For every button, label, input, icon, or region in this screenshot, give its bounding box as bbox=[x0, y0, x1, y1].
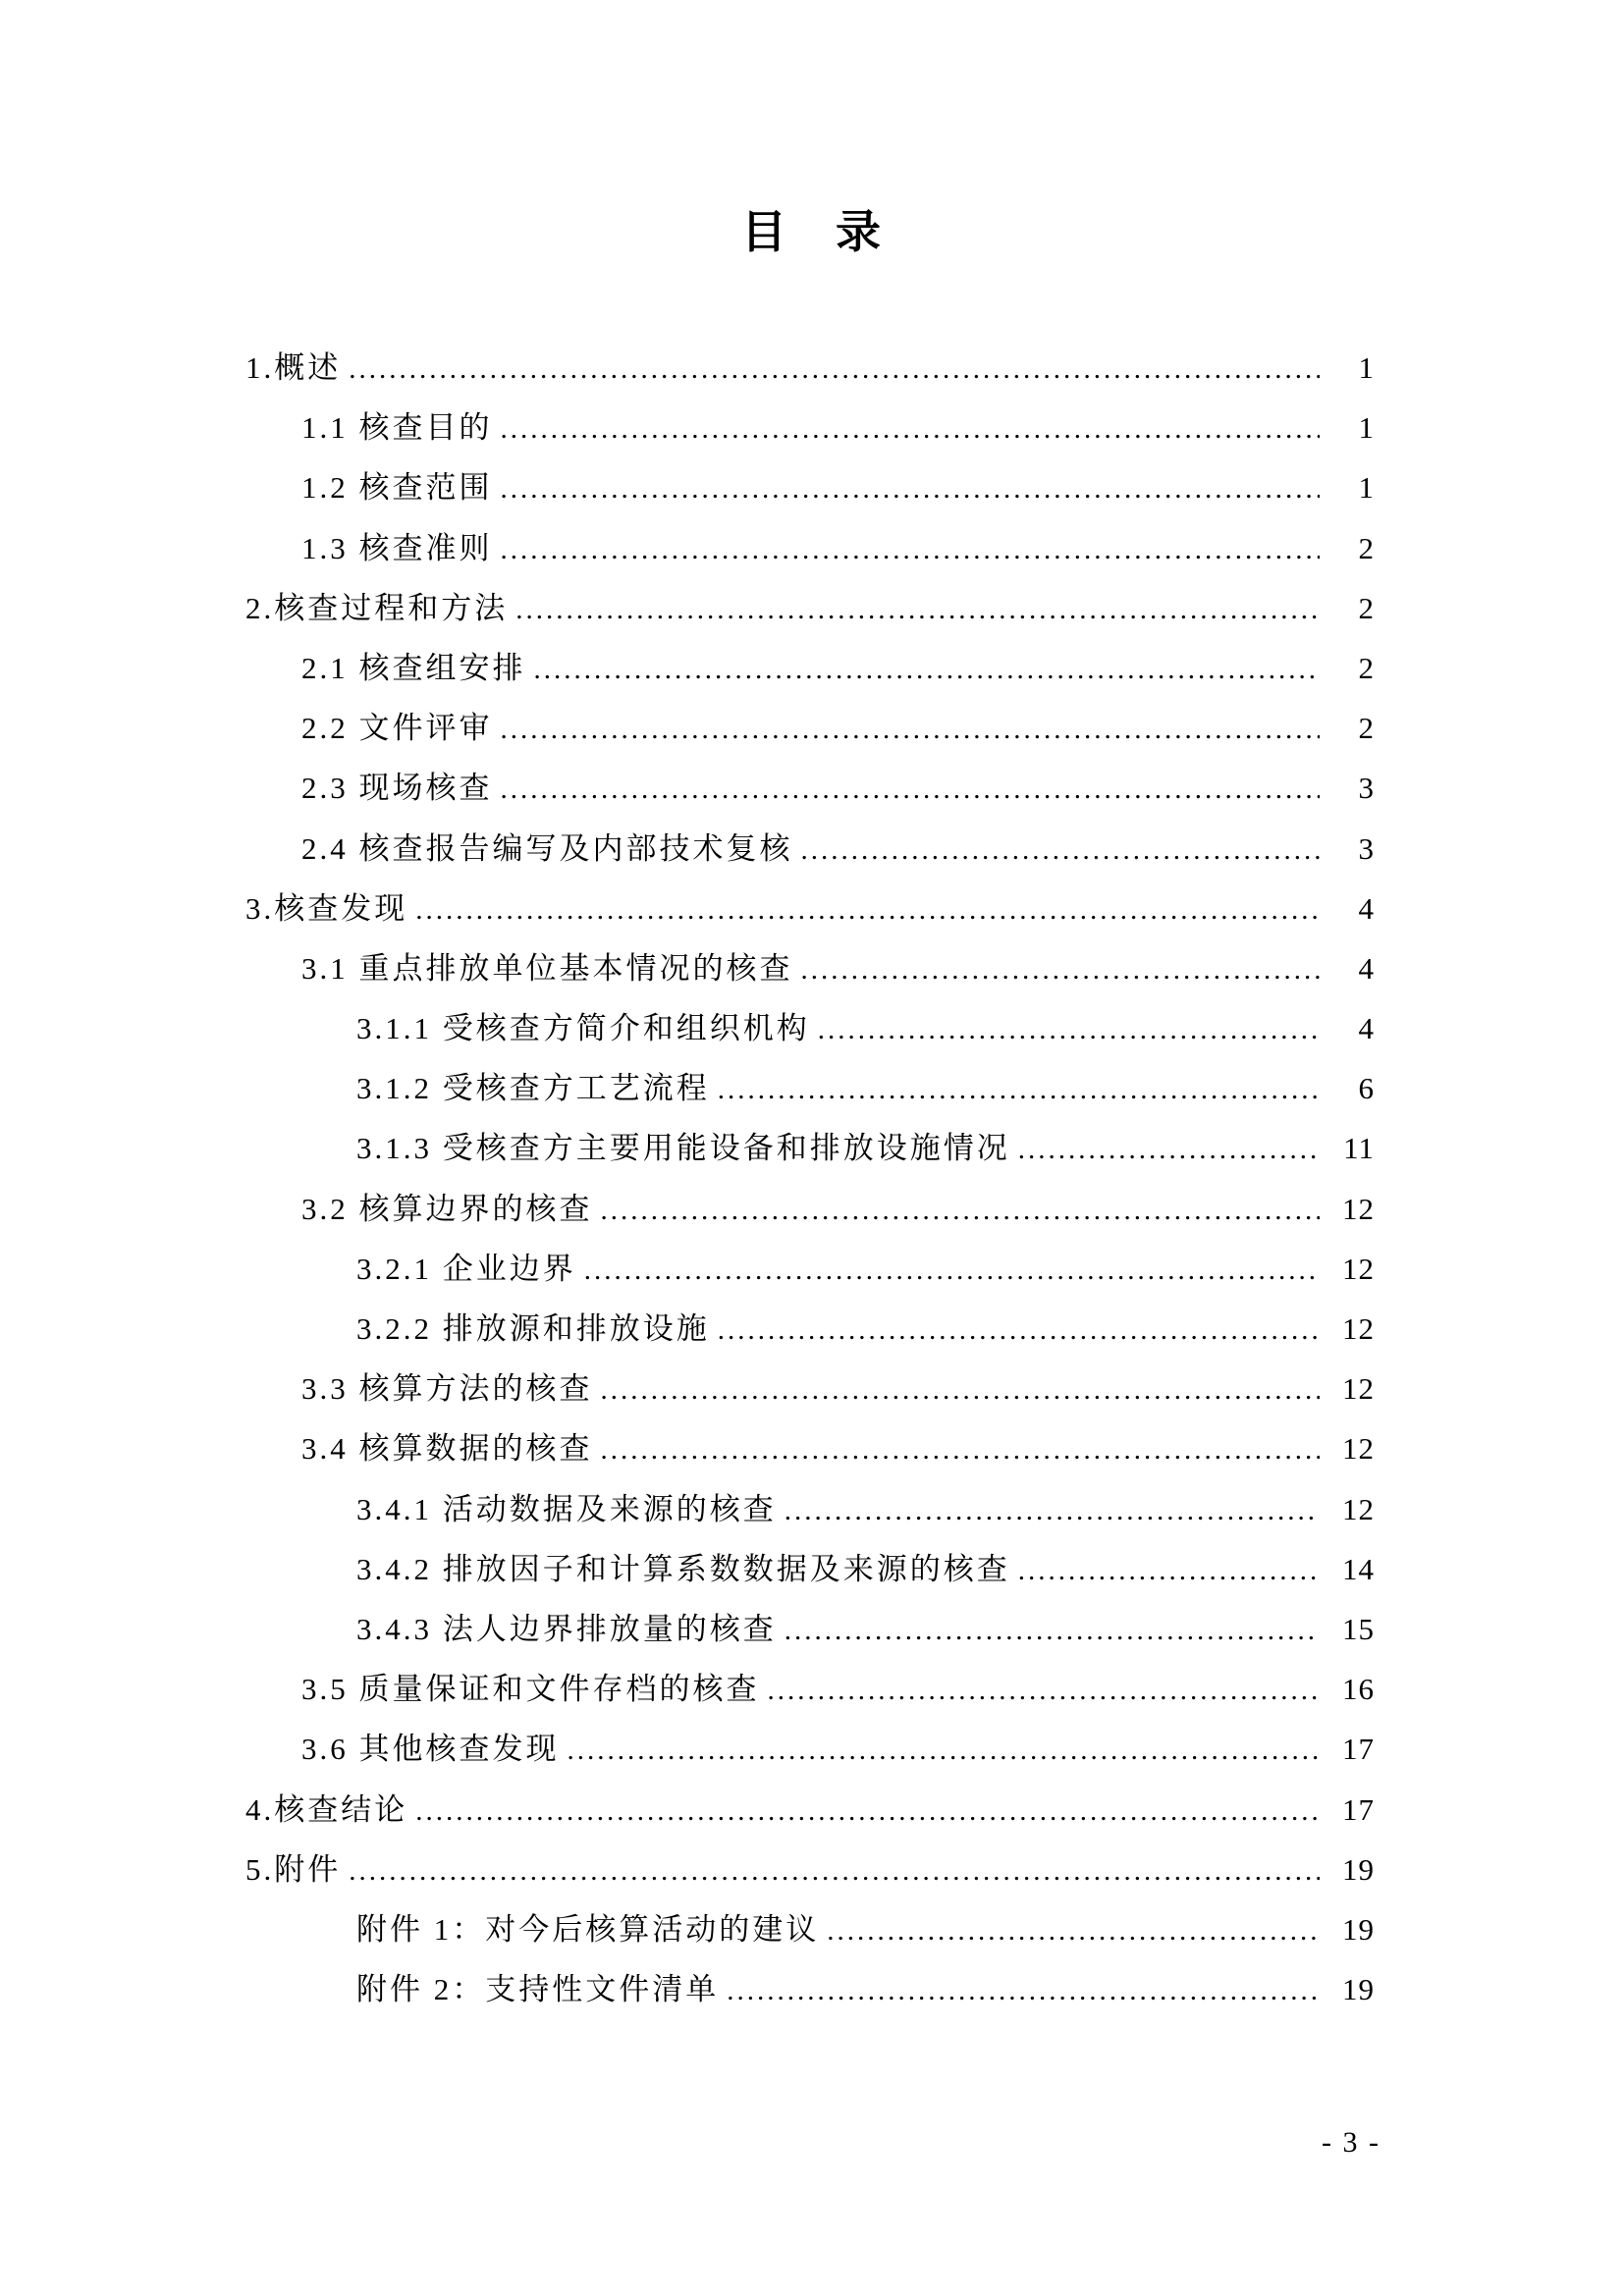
toc-entry-label: 1.3 核查准则 bbox=[301, 530, 493, 565]
toc-entry-page: 3 bbox=[1358, 830, 1375, 866]
toc-entry bbox=[245, 1840, 1375, 1899]
toc-dot-leader bbox=[801, 938, 1321, 1000]
toc-entry-page: 12 bbox=[1342, 1491, 1375, 1526]
toc-dot-leader bbox=[501, 398, 1321, 459]
toc-entry-page: 12 bbox=[1342, 1191, 1375, 1226]
toc-entry bbox=[245, 1418, 1375, 1478]
toc-entry bbox=[245, 998, 1375, 1058]
toc-entry bbox=[245, 1239, 1375, 1299]
toc-entry-label: 3.1.3 受核查方主要用能设备和排放设施情况 bbox=[356, 1131, 1010, 1166]
toc-dot-leader bbox=[501, 758, 1321, 820]
toc-entry bbox=[245, 1899, 1375, 1959]
toc-dot-leader bbox=[1018, 1539, 1320, 1601]
toc-dot-leader bbox=[601, 1179, 1321, 1241]
toc-entry bbox=[245, 1719, 1375, 1779]
page-number-footer: - 3 - bbox=[1322, 2126, 1380, 2159]
toc-dot-leader bbox=[501, 698, 1321, 760]
toc-entry-page: 4 bbox=[1358, 950, 1375, 986]
toc-entry bbox=[245, 1359, 1375, 1418]
toc-entry-page: 1 bbox=[1358, 350, 1375, 385]
toc-entry-page: 19 bbox=[1342, 1851, 1375, 1887]
toc-dot-leader bbox=[601, 1359, 1321, 1420]
toc-dot-leader bbox=[801, 819, 1321, 881]
toc-entry-label: 1.1 核查目的 bbox=[301, 410, 493, 446]
toc-entry-label: 3.4.1 活动数据及来源的核查 bbox=[356, 1491, 777, 1526]
toc-entry bbox=[245, 1179, 1375, 1239]
toc-entry-label: 3.6 其他核查发现 bbox=[301, 1732, 560, 1767]
toc-entry-label: 3.4 核算数据的核查 bbox=[301, 1431, 593, 1467]
toc-dot-leader bbox=[1018, 1118, 1320, 1180]
toc-entry-page: 12 bbox=[1342, 1251, 1375, 1286]
toc-entry bbox=[245, 1959, 1375, 2019]
toc-dot-leader bbox=[501, 457, 1321, 519]
toc-entry-page: 19 bbox=[1342, 1972, 1375, 2007]
toc-entry-label: 2.4 核查报告编写及内部技术复核 bbox=[301, 830, 793, 866]
toc-entry-label: 3.2 核算边界的核查 bbox=[301, 1191, 593, 1226]
toc-entry bbox=[245, 638, 1375, 698]
toc-dot-leader bbox=[515, 578, 1320, 640]
toc-dot-leader bbox=[349, 338, 1320, 400]
toc-dot-leader bbox=[415, 1780, 1320, 1842]
toc-entry-page: 16 bbox=[1342, 1672, 1375, 1707]
toc-entry-label: 4.核查结论 bbox=[245, 1791, 408, 1827]
toc-entry-page: 12 bbox=[1342, 1431, 1375, 1467]
toc-entry-label: 3.5 质量保证和文件存档的核查 bbox=[301, 1672, 760, 1707]
toc-entry-page: 3 bbox=[1358, 771, 1375, 806]
toc-entry-label: 3.核查发现 bbox=[245, 890, 408, 926]
page-title: 目 录 bbox=[741, 207, 883, 257]
toc-entry-page: 4 bbox=[1358, 1011, 1375, 1046]
toc-entry-label: 1.概述 bbox=[245, 350, 342, 385]
toc-entry-page: 2 bbox=[1358, 530, 1375, 565]
toc-entry-label: 3.1.1 受核查方简介和组织机构 bbox=[356, 1011, 810, 1046]
toc-dot-leader bbox=[818, 998, 1320, 1060]
toc-entry bbox=[245, 698, 1375, 758]
toc-entry-label: 3.2.1 企业边界 bbox=[356, 1251, 576, 1286]
toc-entry-label: 2.2 文件评审 bbox=[301, 711, 493, 746]
toc-entry-page: 2 bbox=[1358, 590, 1375, 625]
toc-entry-page: 2 bbox=[1358, 711, 1375, 746]
toc-dot-leader bbox=[568, 1719, 1321, 1781]
toc-entry-label: 3.2.2 排放源和排放设施 bbox=[356, 1311, 710, 1346]
toc-entry-page: 15 bbox=[1342, 1611, 1375, 1646]
toc-entry bbox=[245, 1299, 1375, 1359]
toc-dot-leader bbox=[601, 1418, 1321, 1480]
toc-entry-label: 3.3 核算方法的核查 bbox=[301, 1371, 593, 1407]
toc-entry-label: 3.1 重点排放单位基本情况的核查 bbox=[301, 950, 793, 986]
toc-dot-leader bbox=[534, 638, 1321, 700]
toc-entry-label: 附件 1：对今后核算活动的建议 bbox=[356, 1911, 820, 1947]
toc-entry bbox=[245, 879, 1375, 938]
toc-entry-label: 3.1.2 受核查方工艺流程 bbox=[356, 1071, 710, 1106]
toc-entry-page: 4 bbox=[1358, 890, 1375, 926]
toc-entry bbox=[245, 1780, 1375, 1840]
toc-entry-page: 12 bbox=[1342, 1371, 1375, 1407]
toc-entry bbox=[245, 819, 1375, 879]
toc-entry bbox=[245, 938, 1375, 998]
toc-dot-leader bbox=[768, 1659, 1321, 1721]
toc-entry-page: 19 bbox=[1342, 1911, 1375, 1947]
toc-dot-leader bbox=[584, 1239, 1320, 1301]
toc-entry bbox=[245, 1118, 1375, 1178]
toc-entry-label: 2.1 核查组安排 bbox=[301, 650, 526, 685]
toc-dot-leader bbox=[415, 879, 1320, 940]
toc-entry-label: 5.附件 bbox=[245, 1851, 342, 1887]
toc-entry bbox=[245, 1479, 1375, 1539]
toc-entry-label: 2.核查过程和方法 bbox=[245, 590, 509, 625]
toc-entry-page: 11 bbox=[1343, 1131, 1375, 1166]
toc-entry-page: 1 bbox=[1358, 470, 1375, 506]
toc-entry-page: 6 bbox=[1358, 1071, 1375, 1106]
toc-entry bbox=[245, 1058, 1375, 1118]
toc-entry-page: 17 bbox=[1342, 1791, 1375, 1827]
toc-entry bbox=[245, 1659, 1375, 1719]
toc-dot-leader bbox=[349, 1840, 1320, 1901]
toc-entry-page: 2 bbox=[1358, 650, 1375, 685]
toc-entry-page: 1 bbox=[1358, 410, 1375, 446]
toc-entry bbox=[245, 457, 1375, 517]
toc-dot-leader bbox=[785, 1479, 1320, 1541]
toc-entry bbox=[245, 1539, 1375, 1599]
toc-entry-label: 3.4.2 排放因子和计算系数数据及来源的核查 bbox=[356, 1551, 1010, 1586]
toc-entry bbox=[245, 338, 1375, 398]
toc-entry-label: 2.3 现场核查 bbox=[301, 771, 493, 806]
toc-dot-leader bbox=[718, 1299, 1320, 1361]
toc-dot-leader bbox=[727, 1959, 1320, 2021]
toc-entry bbox=[245, 518, 1375, 578]
toc-entry-label: 1.2 核查范围 bbox=[301, 470, 493, 506]
toc-list bbox=[245, 338, 1375, 2019]
toc-entry bbox=[245, 398, 1375, 457]
toc-entry bbox=[245, 1599, 1375, 1659]
toc-entry-page: 17 bbox=[1342, 1732, 1375, 1767]
toc-entry-page: 12 bbox=[1342, 1311, 1375, 1346]
toc-dot-leader bbox=[785, 1599, 1320, 1661]
toc-entry bbox=[245, 578, 1375, 638]
toc-dot-leader bbox=[718, 1058, 1320, 1120]
toc-entry-label: 3.4.3 法人边界排放量的核查 bbox=[356, 1611, 777, 1646]
toc-dot-leader bbox=[827, 1899, 1320, 1961]
toc-entry-page: 14 bbox=[1342, 1551, 1375, 1586]
toc-entry bbox=[245, 758, 1375, 818]
toc-dot-leader bbox=[501, 518, 1321, 580]
toc-entry-label: 附件 2：支持性文件清单 bbox=[356, 1972, 720, 2007]
